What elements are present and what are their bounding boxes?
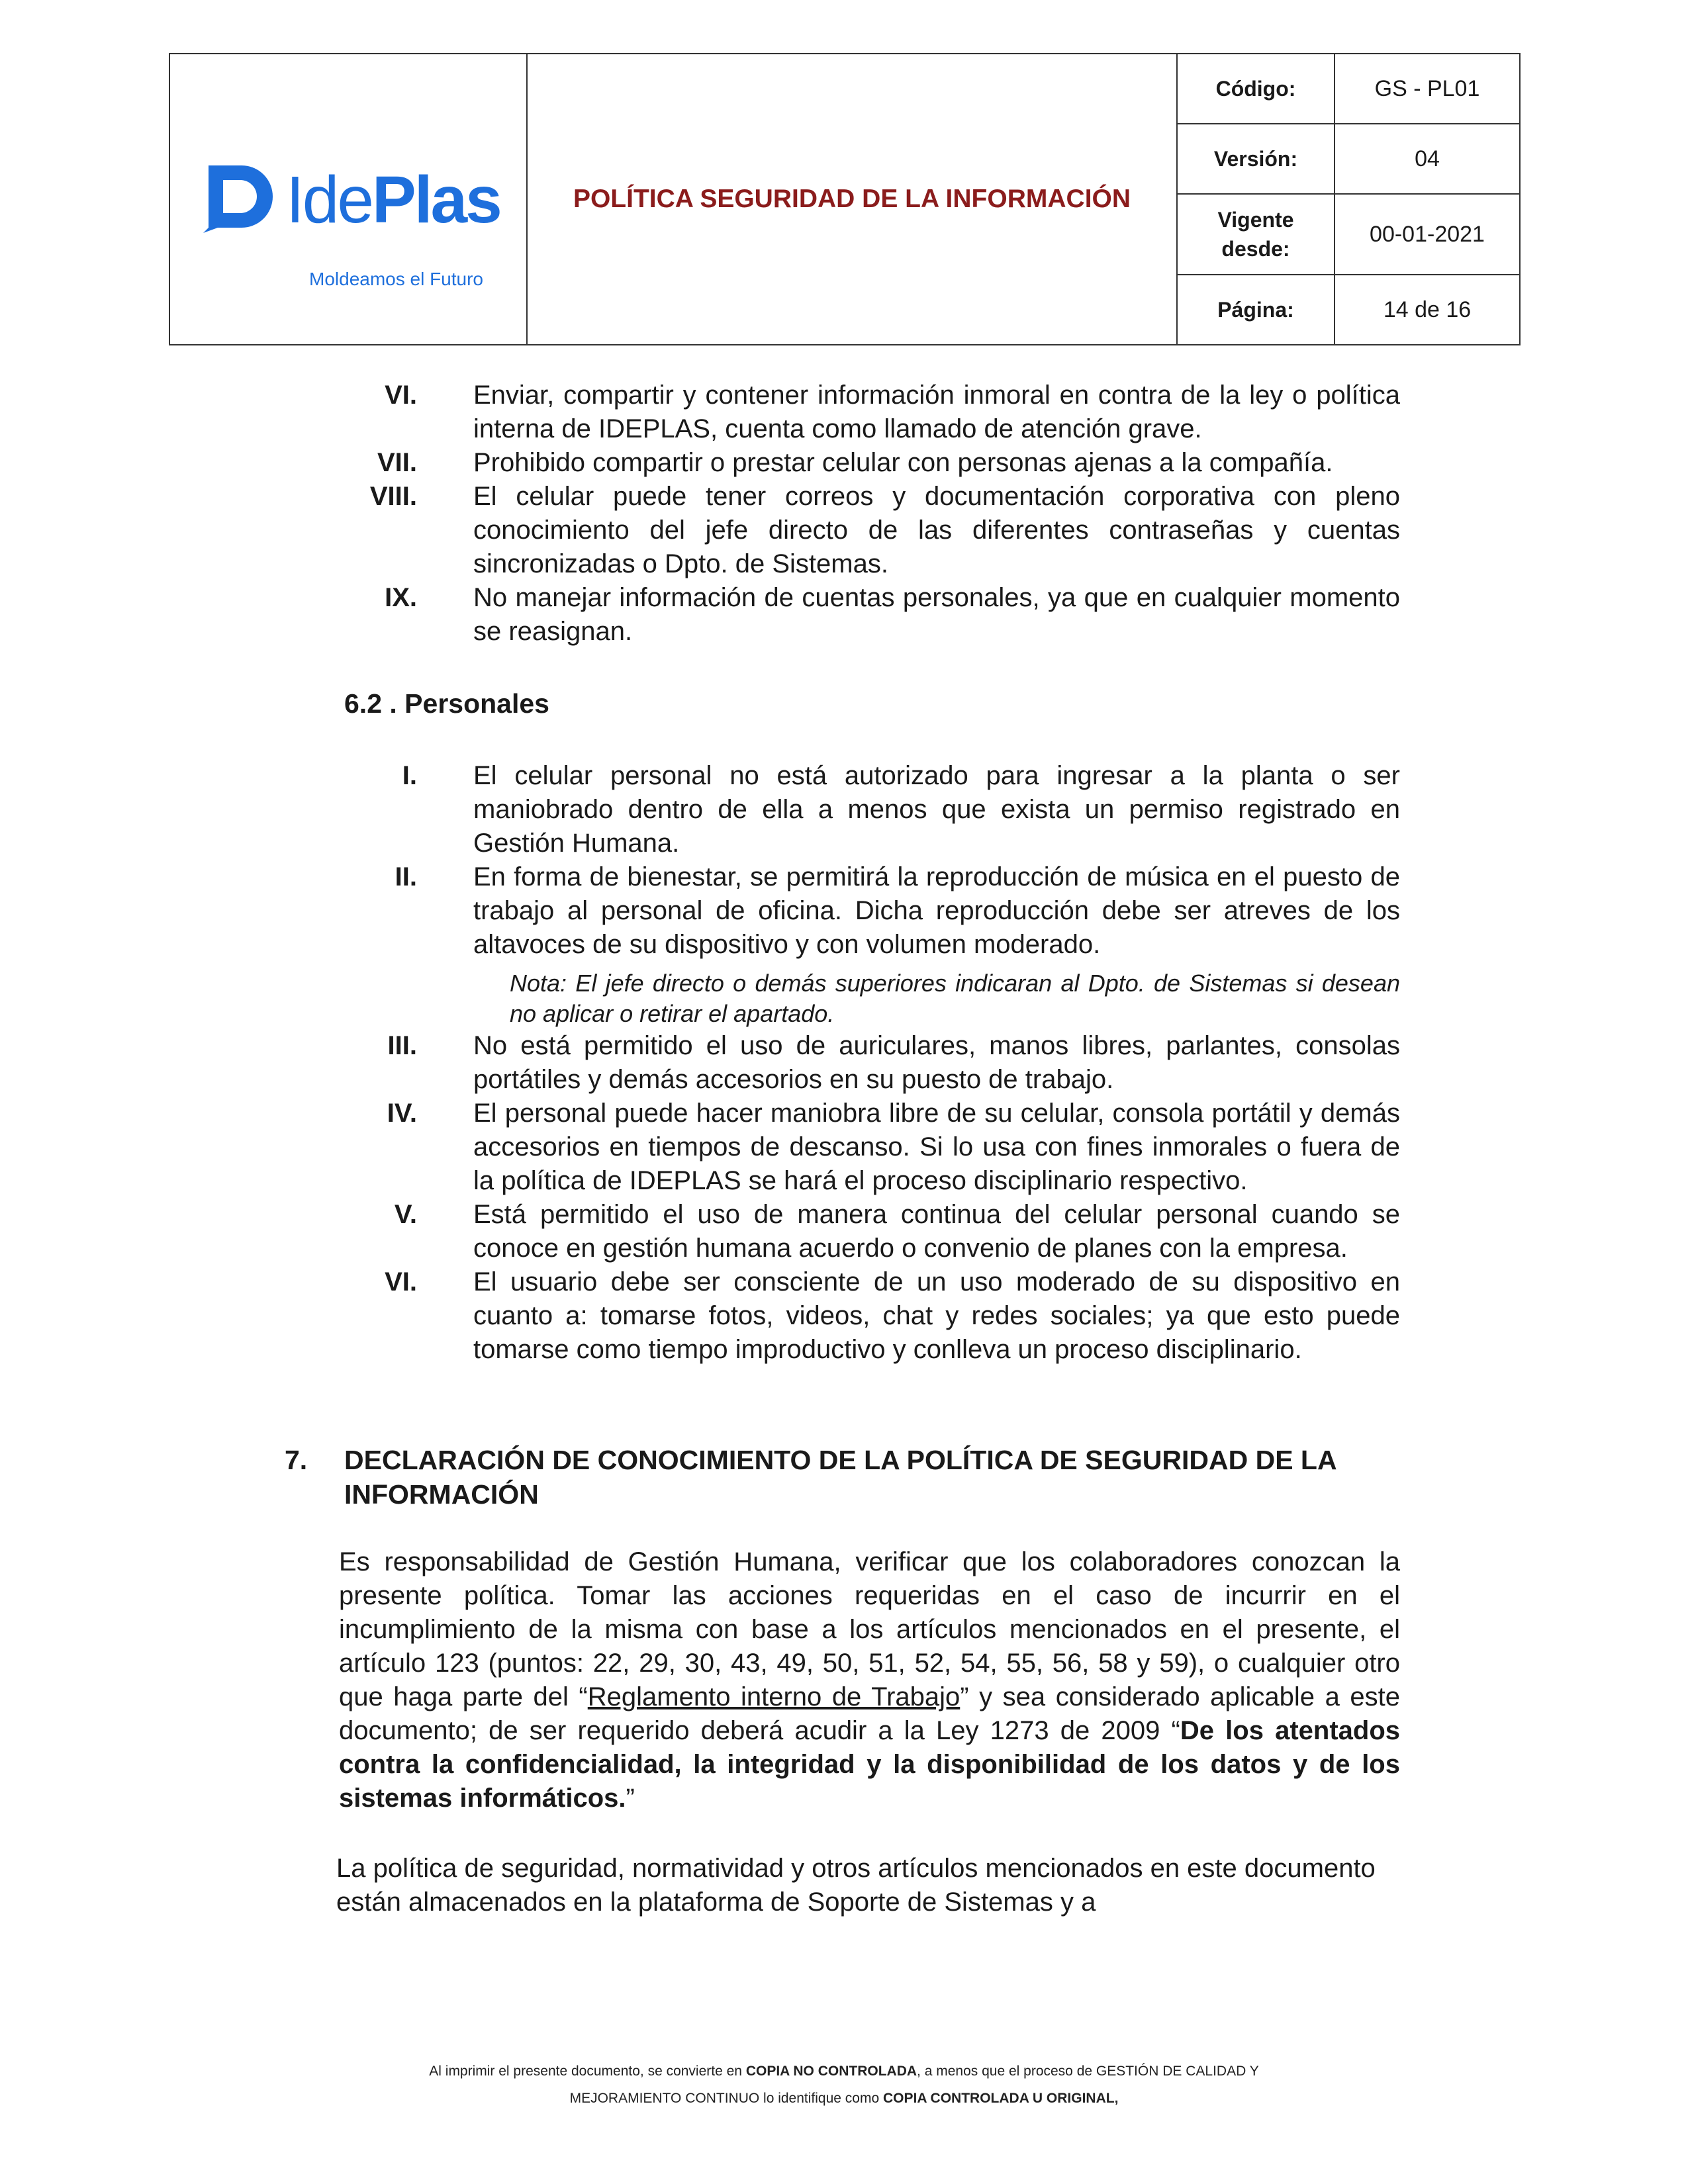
document-title: POLÍTICA SEGURIDAD DE LA INFORMACIÓN bbox=[573, 185, 1131, 213]
paragraph-responsabilidad: Es responsabilidad de Gestión Humana, verificar que los colaboradores conozcan la presente política. Tomar las acciones requeridas en el caso de incurrir en el incumplimiento de la misma con base a los artículos mencionados en el presente, el artículo 123 (puntos: 22, 29, 30, 43, 49, 50, 51, 52, 54, 55, 56, 58 y 59), o cualquier otro que haga parte del “Reglamento interno de Trabajo” y sea considerado aplicable a este documento; de ser requerido deberá acudir a la Ley 1273 de 2009 “De los atentados contra la confidencialidad, la integridad y la disponibilidad de los datos y de los sistemas informáticos.” bbox=[339, 1547, 1400, 1813]
logo-wordmark: IdePlas bbox=[286, 163, 500, 237]
pagina-label: Página: bbox=[1177, 275, 1335, 345]
list-item: VI. El usuario debe ser consciente de un uso moderado de su dispositivo en cuanto a: tomarse fotos, videos, chat y redes sociales; ya que esto puede tomarse como tiempo improductivo y conlleva un proceso disciplinario. bbox=[385, 1267, 1400, 1364]
version-value: 04 bbox=[1335, 124, 1520, 194]
list-item: VIII. El celular puede tener correos y documentación corporativa con pleno conocimiento del jefe directo de las diferentes contraseñas y cuentas sincronizadas o Dpto. de Sistemas. bbox=[369, 482, 1400, 578]
logo-tagline: Moldeamos el Futuro bbox=[309, 269, 484, 289]
codigo-label: Código: bbox=[1177, 54, 1335, 124]
list-item: II. En forma de bienestar, se permitirá la reproducción de música en el puesto de trabajo al personal de oficina. Dicha reproducción debe ser atreves de los altavoces de su dispositivo y con volumen moderado. bbox=[395, 862, 1400, 959]
list-item: V. Está permitido el uso de manera continua del celular personal cuando se conoce en gestión humana acuerdo o convenio de planes con la empresa. bbox=[394, 1200, 1400, 1263]
paragraph-almacenamiento: La política de seguridad, normatividad y otros artículos mencionados en este documento están almacenados en la plataforma de Soporte de Sistemas y a bbox=[336, 1854, 1376, 1917]
ideplas-logo-icon bbox=[203, 159, 275, 233]
reglamento-link: Reglamento interno de Trabajo bbox=[587, 1682, 961, 1711]
footer-line-2: MEJORAMIENTO CONTINUO lo identifique como COPIA CONTROLADA U ORIGINAL, bbox=[569, 2091, 1119, 2106]
pagina-value: 14 de 16 bbox=[1335, 275, 1520, 345]
vigente-label: Vigente desde: bbox=[1177, 194, 1335, 275]
section-heading-6-2: 6.2 . Personales bbox=[344, 688, 549, 719]
section-heading-7 bbox=[285, 1443, 1403, 1512]
version-label: Versión: bbox=[1177, 124, 1335, 194]
list-item: I. El celular personal no está autorizado para ingresar a la planta o ser maniobrado dentro de ella a menos que exista un permiso registrado en Gestión Humana. bbox=[402, 761, 1400, 858]
list-item: IX. No manejar información de cuentas personales, ya que en cualquier momento se reasignan. bbox=[385, 583, 1400, 646]
codigo-value: GS - PL01 bbox=[1335, 54, 1520, 124]
document-title-cell bbox=[527, 54, 1177, 345]
list-item: III. No está permitido el uso de auriculares, manos libres, parlantes, consolas portátiles y demás accesorios en su puesto de trabajo. bbox=[387, 1031, 1400, 1094]
section-number: 7. bbox=[285, 1445, 308, 1475]
list-sistemas-items bbox=[305, 379, 1400, 649]
logo-cell bbox=[169, 54, 527, 345]
list-item: IV. El personal puede hacer maniobra libre de su celular, consola portátil y demás accesorios en tiempos de descanso. Si lo usa con fines inmorales o fuera de la política de IDEPLAS se hará el proceso disciplinario respectivo. bbox=[387, 1099, 1400, 1195]
list-personales-items bbox=[305, 759, 1400, 1367]
document-header bbox=[169, 53, 1521, 345]
section-title: DECLARACIÓN DE CONOCIMIENTO DE LA POLÍTICA DE SEGURIDAD DE LA INFORMACIÓN bbox=[344, 1445, 1336, 1510]
footer-line-1: Al imprimir el presente documento, se convierte en COPIA NO CONTROLADA, a menos que el proceso de GESTIÓN DE CALIDAD Y bbox=[429, 2064, 1259, 2079]
list-item: VI. Enviar, compartir y contener información inmoral en contra de la ley o política interna de IDEPLAS, cuenta como llamado de atención grave. bbox=[385, 381, 1400, 443]
vigente-value: 00-01-2021 bbox=[1335, 194, 1520, 275]
note-text: Nota: El jefe directo o demás superiores indicaran al Dpto. de Sistemas si desean no aplicar o retirar el apartado. bbox=[510, 970, 1400, 1027]
list-item: VII. Prohibido compartir o prestar celular con personas ajenas a la compañía. bbox=[377, 448, 1333, 477]
